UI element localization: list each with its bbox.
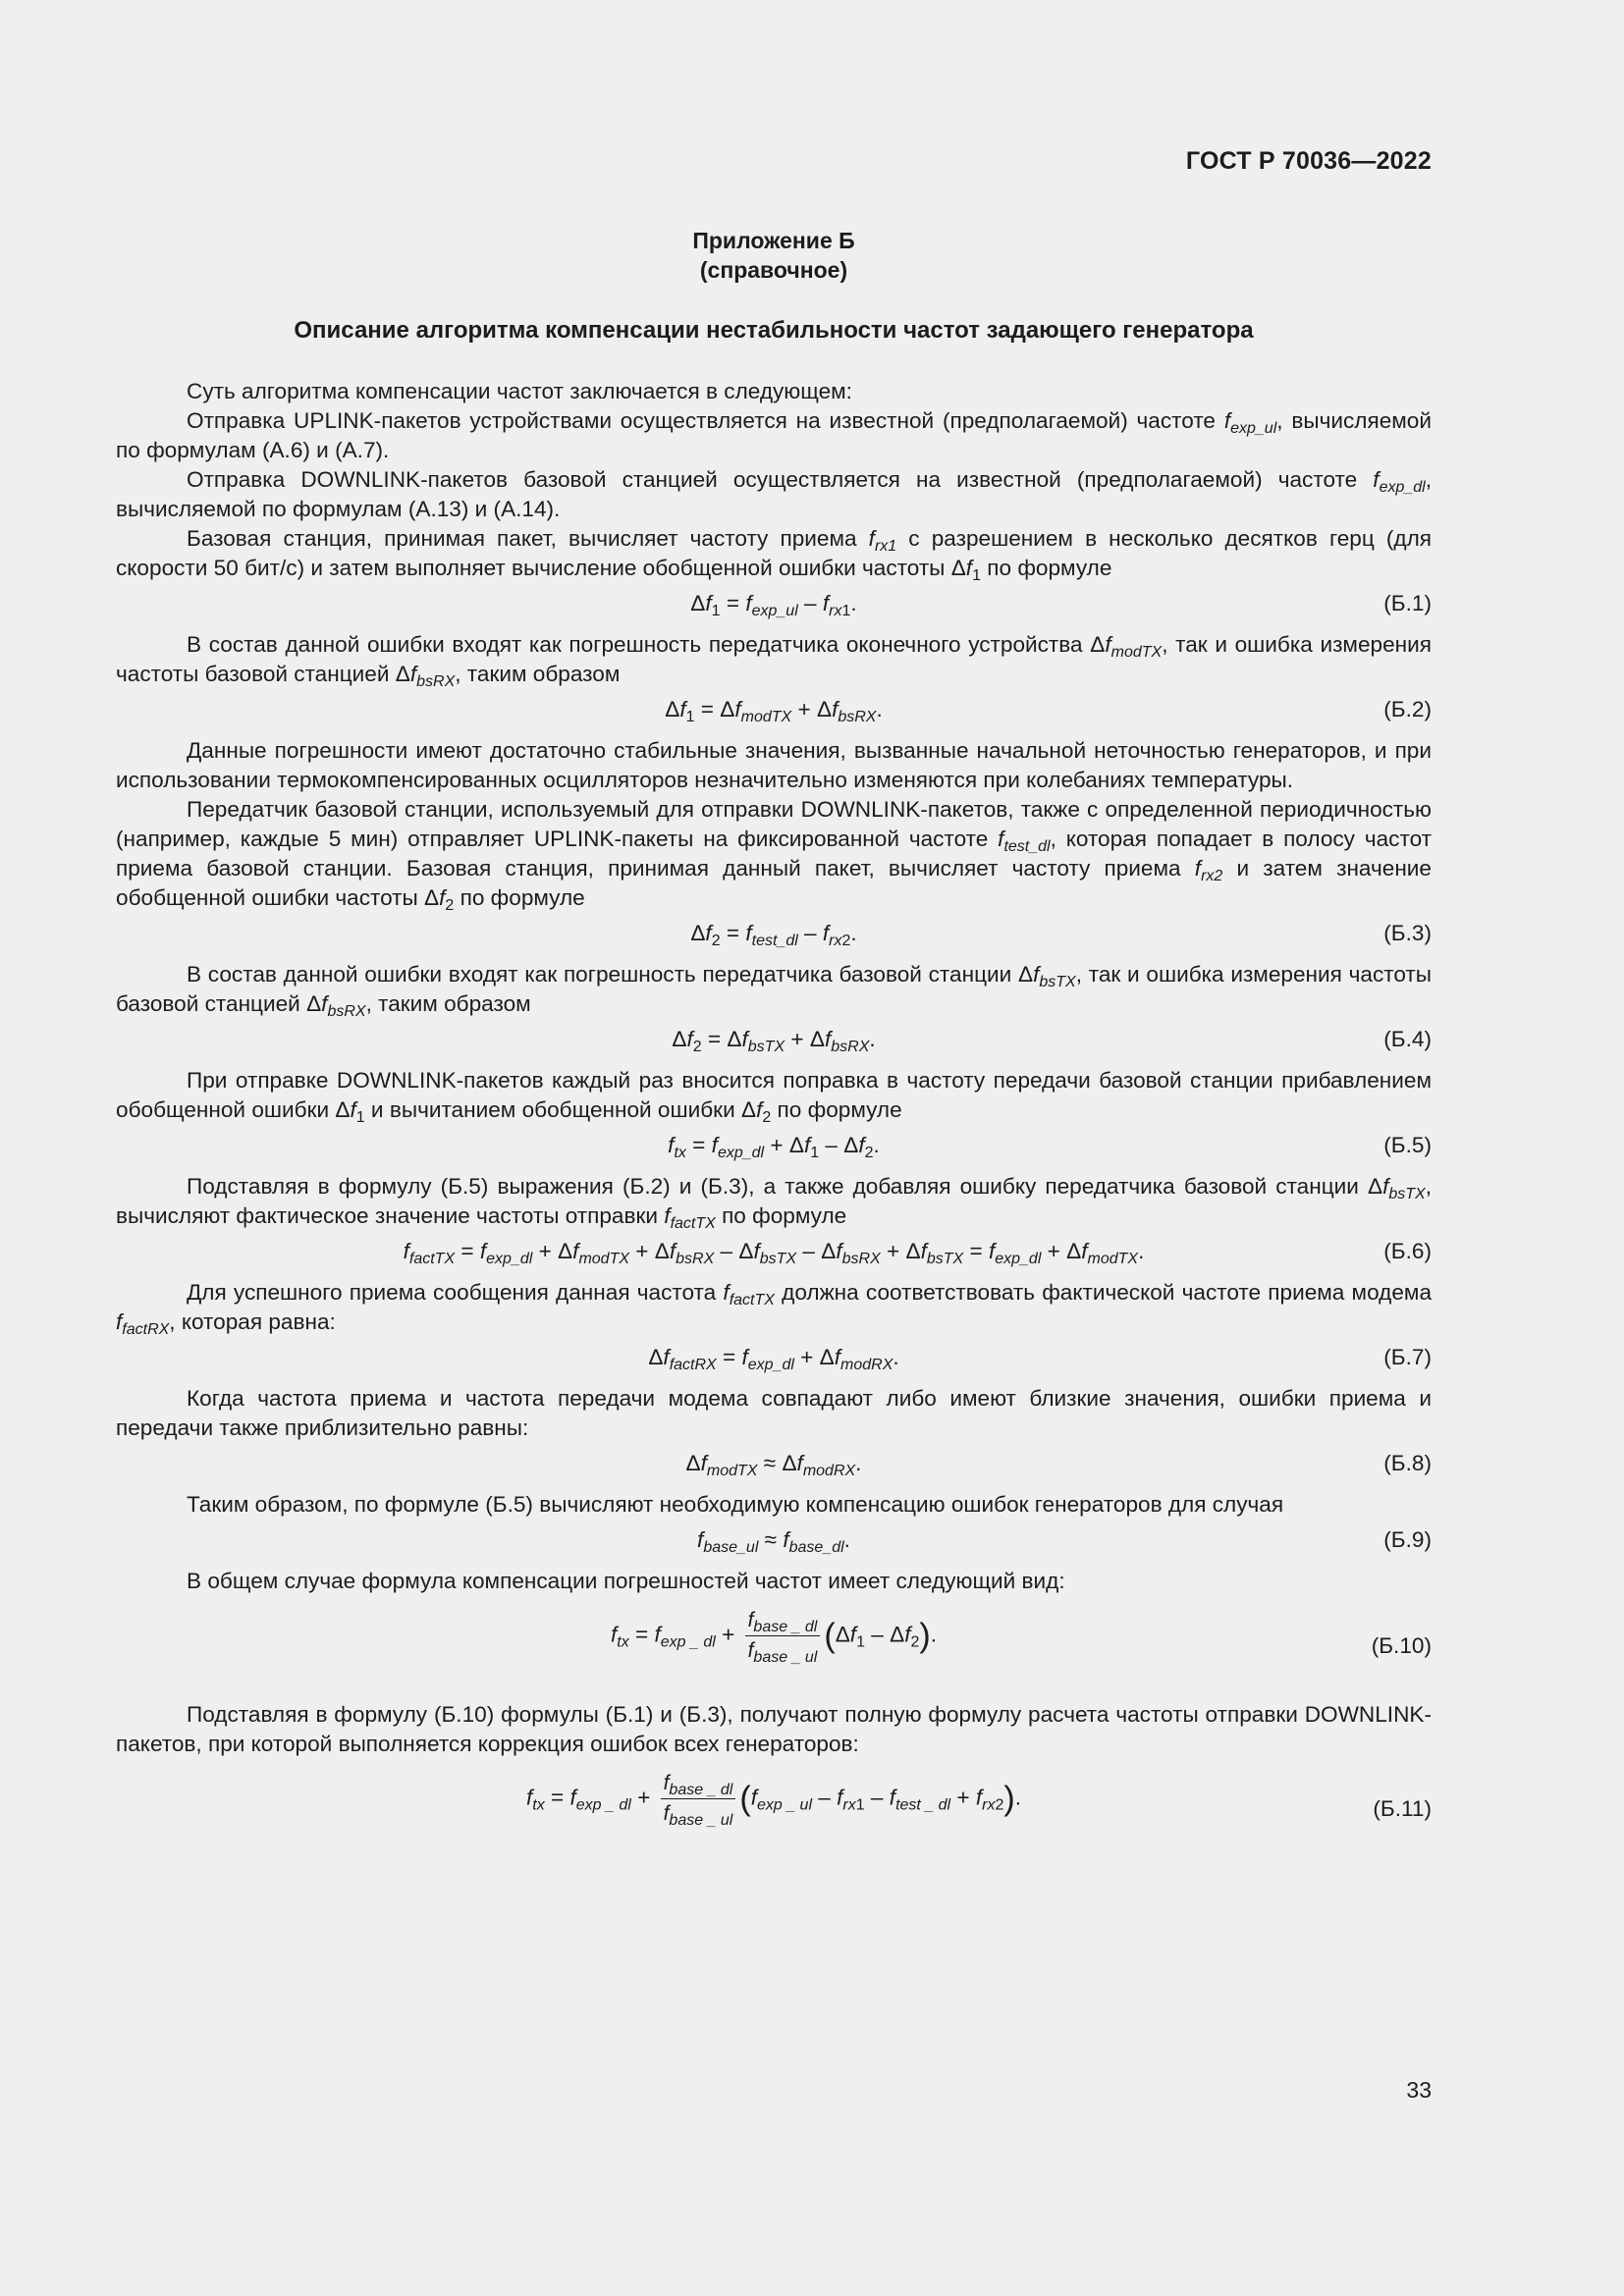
equation-b6-body: $f_{factTX} = f_{exp\_dl} + \Delta f_{modTX} + \Delta f_{bsRX} - \Delta f_{bsTX} - \Delta f_{bsRX} + \Delta f_{bsTX} = f_{exp\_dl} + \Delta f_{modTX}$. xyxy=(403,1239,1145,1267)
paragraph-2: Отправка UPLINK-пакетов устройствами осуществляется на известной (предполагаемой) частоте $f_{exp\_ul}$, вычисляемой по формулам (А.6) и (А.7). xyxy=(116,408,1432,462)
equation-b3-body: $\Delta f_2 = f_{test\_dl} - f_{rx2}$. xyxy=(690,921,857,949)
equation-b1 xyxy=(116,589,1432,624)
standard-header: ГОСТ Р 70036—2022 xyxy=(1185,147,1432,175)
paragraph-15: Подставляя в формулу (Б.10) формулы (Б.1) и (Б.3), получают полную формулу расчета частоты отправки DOWNLINK-пакетов, при которой выполняется коррекция ошибок всех генераторов: xyxy=(116,1702,1432,1756)
paragraph-6: Данные погрешности имеют достаточно стабильные значения, вызванные начальной неточностью генераторов, и при использовании термокомпенсированных осцилляторов незначительно изменяются при колебаниях температуры. xyxy=(116,738,1432,792)
equation-number: (Б.1) xyxy=(1383,591,1432,615)
document-page xyxy=(116,0,1432,2296)
document-title: Описание алгоритма компенсации нестабильности частот задающего генератора xyxy=(294,317,1254,344)
paragraph-11: Для успешного приема сообщения данная частота $f_{factTX}$ должна соответствовать фактической частоте приема модема $f_{factRX}$, которая равна: xyxy=(116,1280,1433,1338)
fraction: $\frac{f_{base \_ dl}}{f_{base \_ ul}}$ xyxy=(745,1608,821,1664)
paragraph-10: Подставляя в формулу (Б.5) выражения (Б.2) и (Б.3), а также добавляя ошибку передатчика базовой станции $\Delta f_{bsTX}$, вычисляют фактическое значение частоты отправки $f_{factTX}$ по формуле xyxy=(116,1174,1432,1232)
equation-b9 xyxy=(116,1525,1432,1561)
appendix-title: Приложение Б xyxy=(692,228,855,253)
equation-b4 xyxy=(116,1025,1432,1060)
paragraph-4: Базовая станция, принимая пакет, вычисляет частоту приема $f_{rx1}$ с разрешением в несколько десятков герц (для скорости 50 бит/с) и затем выполняет вычисление обобщенной ошибки частоты $\Delta f_1$ по формуле xyxy=(116,526,1433,584)
equation-number: (Б.6) xyxy=(1383,1239,1432,1263)
equation-number: (Б.4) xyxy=(1383,1027,1432,1051)
equation-b8-body: $\Delta f_{modTX} \approx \Delta f_{modRX}$. xyxy=(685,1451,862,1479)
equation-number: (Б.11) xyxy=(1373,1796,1432,1821)
paragraph-1: Суть алгоритма компенсации частот заключается в следующем: xyxy=(187,379,852,403)
equation-b9-body: $f_{base\_ul} \approx f_{base\_dl}$. xyxy=(697,1527,850,1556)
equation-b10 xyxy=(116,1608,1432,1688)
equation-b11-body: $f_{tx} = f_{exp \_ dl}$ + $\frac{f_{base \_ dl}}{f_{base \_ ul}}$ $(f_{exp \_ ul} - f_{rx1} - f_{test \_ dl} + f_{rx2})$. xyxy=(526,1772,1021,1829)
fraction: $\frac{f_{base \_ dl}}{f_{base \_ ul}}$ xyxy=(661,1771,736,1827)
equation-number: (Б.9) xyxy=(1383,1527,1432,1552)
equation-b8 xyxy=(116,1449,1432,1484)
equation-number: (Б.5) xyxy=(1383,1133,1432,1157)
equation-number: (Б.10) xyxy=(1371,1633,1432,1658)
equation-b6 xyxy=(116,1237,1432,1272)
appendix-heading xyxy=(116,226,1432,285)
page-number: 33 xyxy=(1406,2077,1432,2103)
appendix-status: (справочное) xyxy=(699,257,848,283)
paragraph-5: В состав данной ошибки входят как погрешность передатчика оконечного устройства $\Delta f_{modTX}$, так и ошибка измерения частоты базовой станцией $\Delta f_{bsRX}$, таким образом xyxy=(116,632,1432,690)
equation-b1-body: $\Delta f_1 = f_{exp\_ul} - f_{rx1}$. xyxy=(690,591,857,619)
equation-b2-body: $\Delta f_1 = \Delta f_{modTX} + \Delta f_{bsRX}$. xyxy=(665,697,883,725)
equation-b10-body: $f_{tx} = f_{exp \_ dl}$ + $\frac{f_{base \_ dl}}{f_{base \_ ul}}$ $(\Delta f_1 - \Delta f_2)$. xyxy=(611,1609,937,1666)
equation-number: (Б.2) xyxy=(1383,697,1432,721)
equation-b7 xyxy=(116,1343,1432,1378)
equation-number: (Б.3) xyxy=(1383,921,1432,945)
paragraph-12: Когда частота приема и частота передачи модема совпадают либо имеют близкие значения, ошибки приема и передачи также приблизительно равны: xyxy=(116,1386,1432,1440)
paragraph-7: Передатчик базовой станции, используемый для отправки DOWNLINK-пакетов, также с определенной периодичностью (например, каждые 5 мин) отправляет UPLINK-пакеты на фиксированной частоте $f_{test\_dl}$, которая попадает в полосу частот приема базовой станции. Базовая станция, принимая данный пакет, вычисляет частоту приема $f_{rx2}$ и затем значение обобщенной ошибки частоты $\Delta f_2$ по формуле xyxy=(116,797,1432,914)
equation-number: (Б.8) xyxy=(1383,1451,1432,1475)
equation-b2 xyxy=(116,695,1432,730)
equation-b7-body: $\Delta f_{factRX} = f_{exp\_dl} + \Delta f_{modRX}$. xyxy=(648,1345,899,1373)
equation-b11 xyxy=(116,1771,1432,1851)
paragraph-3: Отправка DOWNLINK-пакетов базовой станцией осуществляется на известной (предполагаемой) частоте $f_{exp\_dl}$, вычисляемой по формулам (А.13) и (А.14). xyxy=(116,467,1432,521)
equation-b3 xyxy=(116,919,1432,954)
equation-b5 xyxy=(116,1131,1432,1166)
paragraph-8: В состав данной ошибки входят как погрешность передатчика базовой станции $\Delta f_{bsTX}$, так и ошибка измерения частоты базовой станцией $\Delta f_{bsRX}$, таким образом xyxy=(116,962,1432,1020)
equation-b5-body: $f_{tx} = f_{exp\_dl} + \Delta f_1 - \Delta f_2$. xyxy=(668,1133,880,1161)
paragraph-14: В общем случае формула компенсации погрешностей частот имеет следующий вид: xyxy=(187,1569,1065,1593)
equation-number: (Б.7) xyxy=(1383,1345,1432,1369)
equation-b4-body: $\Delta f_2 = \Delta f_{bsTX} + \Delta f_{bsRX}$. xyxy=(672,1027,876,1055)
paragraph-13: Таким образом, по формуле (Б.5) вычисляют необходимую компенсацию ошибок генераторов для случая xyxy=(187,1492,1284,1517)
body-text xyxy=(116,377,1432,1863)
paragraph-9: При отправке DOWNLINK-пакетов каждый раз вносится поправка в частоту передачи базовой станции прибавлением обобщенной ошибки $\Delta f_1$ и вычитанием обобщенной ошибки $\Delta f_2$ по формуле xyxy=(116,1068,1432,1126)
